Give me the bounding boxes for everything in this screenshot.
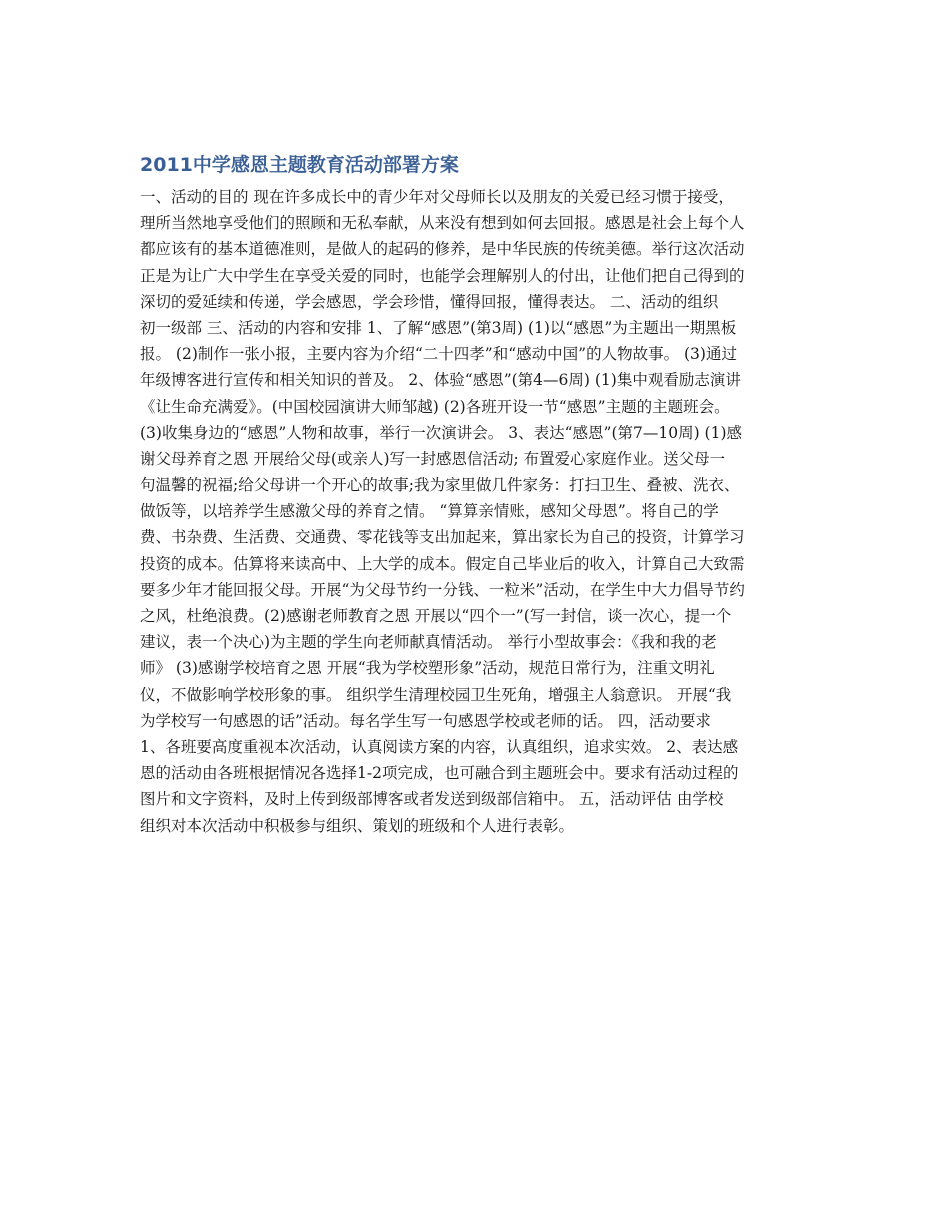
body-text-line: 初一级部 三、活动的内容和安排 1、了解“感恩”(第3周) (1)以“感恩”为主题出一期黑板: [140, 318, 737, 337]
body-text-line: 1、各班要高度重视本次活动，认真阅读方案的内容，认真组织，追求实效。 2、表达感: [140, 737, 739, 756]
body-text-line: 谢父母养育之恩 开展给父母(或亲人)写一封感恩信活动; 布置爱心家庭作业。送父母一: [140, 449, 726, 468]
body-text-line: 深切的爱延续和传递，学会感恩，学会珍惜，懂得回报，懂得表达。 二、活动的组织: [140, 292, 719, 311]
body-text-line: 图片和文字资料，及时上传到级部博客或者发送到级部信箱中。 五，活动评估 由学校: [140, 790, 724, 809]
body-text-line: 恩的活动由各班根据情况各选择1-2项完成，也可融合到主题班会中。要求有活动过程的: [140, 764, 739, 783]
body-text-line: 要多少年才能回报父母。开展“为父母节约一分钱、一粒米”活动，在学生中大力倡导节约: [140, 580, 745, 599]
body-text-line: 投资的成本。估算将来读高中、上大学的成本。假定自己毕业后的收入，计算自己大致需: [140, 554, 745, 573]
body-text-line: 为学校写一句感恩的话”活动。每名学生写一句感恩学校或老师的话。 四，活动要求: [140, 711, 711, 730]
body-text-line: (3)收集身边的“感恩”人物和故事，举行一次演讲会。 3、表达“感恩”(第7—10周) (1)感: [140, 423, 743, 442]
body-text-line: 组织对本次活动中积极参与组织、策划的班级和个人进行表彰。: [140, 816, 575, 835]
body-text-line: 报。 (2)制作一张小报，主要内容为介绍“二十四孝”和“感动中国”的人物故事。 (3)通过: [140, 345, 737, 364]
body-text-line: 做饭等，以培养学生感激父母的养育之情。 “算算亲情账，感知父母恩”。将自己的学: [140, 502, 719, 521]
body-text-line: 《让生命充满爱》。(中国校园演讲大师邹越) (2)各班开设一节“感恩”主题的主题班会。: [140, 397, 730, 416]
body-text-line: 之风，杜绝浪费。(2)感谢老师教育之恩 开展以“四个一”(写一封信，谈一次心，提一个: [140, 607, 732, 625]
document-content: [140, 150, 812, 839]
body-text-line: 都应该有的基本道德准则，是做人的起码的修养，是中华民族的传统美德。举行这次活动: [140, 240, 745, 259]
body-text-line: 一、活动的目的 现在许多成长中的青少年对父母师长以及朋友的关爱已经习惯于接受，: [140, 188, 734, 206]
body-text-line: 建议，表一个决心)为主题的学生向老师献真情活动。 举行小型故事会：《我和我的老: [140, 633, 717, 652]
document-title: 2011中学感恩主题教育活动部署方案: [140, 154, 459, 176]
body-text-line: 仪，不做影响学校形象的事。 组织学生清理校园卫生死角，增强主人翁意识。 开展“我: [140, 685, 732, 704]
body-text-line: 年级博客进行宣传和相关知识的普及。 2、体验“感恩”(第4—6周) (1)集中观看励志演讲: [140, 371, 741, 390]
body-text-line: 正是为让广大中学生在享受关爱的同时，也能学会理解别人的付出，让他们把自己得到的: [140, 266, 745, 285]
body-text-line: 费、书杂费、生活费、交通费、零花钱等支出加起来，算出家长为自己的投资，计算学习: [140, 528, 745, 547]
body-text-line: 师》 (3)感谢学校培育之恩 开展“我为学校塑形象”活动，规范日常行为，注重文明礼: [140, 659, 715, 678]
document-body: [140, 184, 812, 839]
body-text-line: 句温馨的祝福;给父母讲一个开心的故事;我为家里做几件家务：打扫卫生、叠被、洗衣、: [140, 476, 740, 495]
body-text-line: 理所当然地享受他们的照顾和无私奉献，从来没有想到如何去回报。感恩是社会上每个人: [140, 214, 745, 233]
